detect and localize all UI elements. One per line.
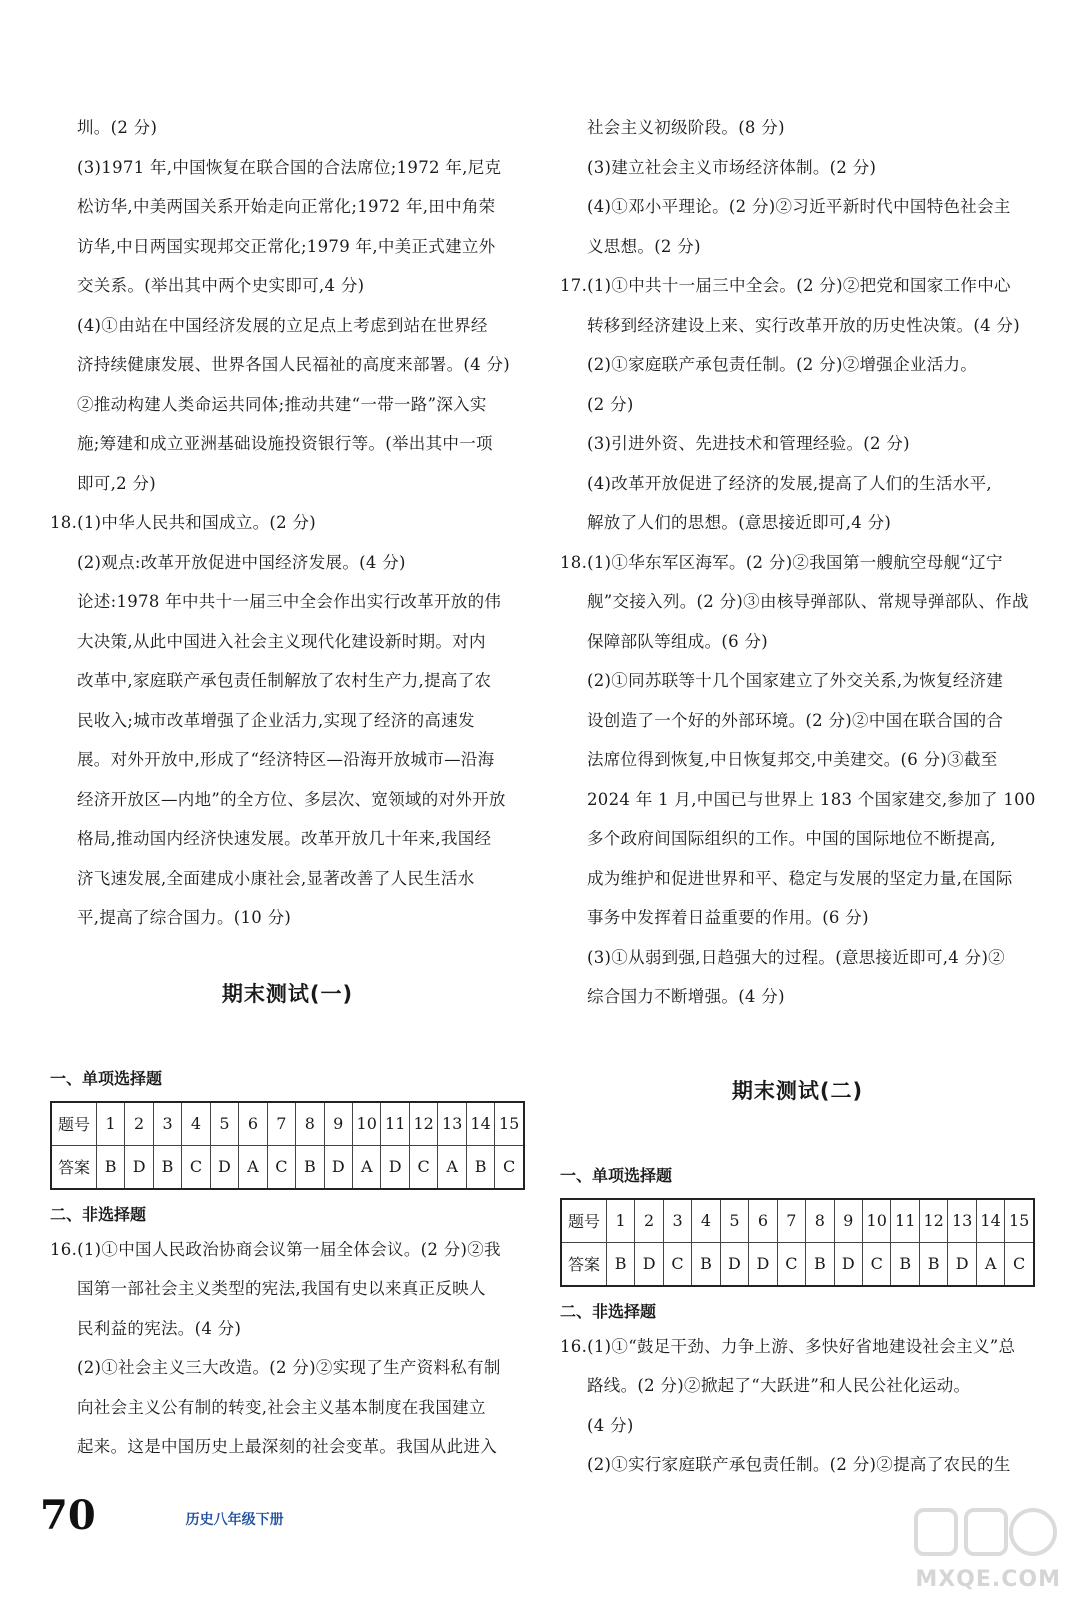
spacer [560, 1105, 1035, 1163]
text-line: 济飞速发展,全面建成小康社会,显著改善了人民生活水 [77, 868, 475, 888]
answer-cell: A [438, 1145, 466, 1189]
question-number-cell: 12 [919, 1199, 947, 1243]
text-line: 设创造了一个好的外部环境。(2 分)②中国在联合国的合 [587, 710, 1004, 730]
text-line: (3)建立社会主义市场经济体制。(2 分) [587, 157, 877, 177]
text-line: 16.(1)①中国人民政治协商会议第一届全体会议。(2 分)②我 [50, 1239, 501, 1259]
text-line: 起来。这是中国历史上最深刻的社会变革。我国从此进入 [77, 1437, 497, 1456]
question-number-cell: 11 [891, 1199, 919, 1243]
text-line: 民收入;城市改革增强了企业活力,实现了经济的高速发 [77, 710, 475, 730]
answer-cell: B [466, 1145, 494, 1189]
text-line: (3)①从弱到强,日趋强大的过程。(意思接近即可,4 分)② [587, 947, 1005, 967]
section-title-final-test-1: 期末测试(一) [221, 981, 354, 1006]
text-line: (3)1971 年,中国恢复在联合国的合法席位;1972 年,尼克 [77, 157, 502, 177]
question-number-cell: 8 [806, 1199, 834, 1243]
answer-cell: D [125, 1145, 153, 1189]
question-number-cell: 12 [409, 1102, 437, 1146]
text-line: 平,提高了综合国力。(10 分) [77, 908, 292, 927]
right-answer-text-a [560, 108, 1035, 1017]
question-number-cell: 13 [948, 1199, 976, 1243]
watermark [881, 1502, 1061, 1592]
text-line: (4)①邓小平理论。(2 分)②习近平新时代中国特色社会主 [587, 197, 1011, 216]
book-title: 历史八年级下册 [185, 1512, 284, 1528]
question-number-cell: 10 [353, 1102, 381, 1146]
choice-heading: 一、单项选择题 [560, 1165, 673, 1185]
text-line: (4)改革开放促进了经济的发展,提高了人们的生活水平, [587, 473, 992, 493]
text-line: 路线。(2 分)②掀起了“大跃进”和人民公社化运动。 [587, 1376, 971, 1395]
answer-cell: C [663, 1242, 691, 1286]
text-line: 18.(1)①华东军区海军。(2 分)②我国第一艘航空母舰“辽宁 [560, 552, 1003, 572]
choice-heading: 一、单项选择题 [50, 1068, 163, 1088]
answer-cell: A [353, 1145, 381, 1189]
watermark-url: MXQE.COM [915, 1567, 1061, 1592]
table-row-numbers [51, 1102, 524, 1146]
table-answer-label: 答案 [561, 1242, 606, 1286]
text-line: (2)①家庭联产承包责任制。(2 分)②增强企业活力。 [587, 355, 978, 374]
answer-cell: B [153, 1145, 181, 1189]
text-line: 社会主义初级阶段。(8 分) [587, 118, 785, 137]
answer-cell: C [409, 1145, 437, 1189]
text-line: 转移到经济建设上来、实行改革开放的历史性决策。(4 分) [587, 315, 1021, 335]
question-number-cell: 1 [96, 1102, 124, 1146]
question-number-cell: 5 [210, 1102, 238, 1146]
answer-cell: D [324, 1145, 352, 1189]
text-line: 事务中发挥着日益重要的作用。(6 分) [587, 908, 869, 927]
text-line: 成为维护和促进世界和平、稳定与发展的坚定力量,在国际 [587, 868, 1013, 888]
answer-cell: C [1005, 1242, 1034, 1286]
text-line: (2)观点:改革开放促进中国经济发展。(4 分) [77, 552, 406, 572]
text-line: 解放了人们的思想。(意思接近即可,4 分) [587, 513, 892, 532]
question-number-cell: 8 [296, 1102, 324, 1146]
text-line: 展。对外开放中,形成了“经济特区—沿海开放城市—沿海 [77, 750, 495, 769]
answer-cell: D [749, 1242, 777, 1286]
answer-cell: B [96, 1145, 124, 1189]
question-number-cell: 11 [381, 1102, 409, 1146]
answer-cell: D [635, 1242, 663, 1286]
text-line: 17.(1)①中共十一届三中全会。(2 分)②把党和国家工作中心 [560, 276, 1011, 295]
question-number-cell: 5 [720, 1199, 748, 1243]
text-line: (2)①同苏联等十几个国家建立了外交关系,为恢复经济建 [587, 671, 1004, 690]
text-line: (2)①实行家庭联产承包责任制。(2 分)②提高了农民的生 [587, 1455, 1011, 1474]
answer-cell: B [692, 1242, 720, 1286]
text-line: 松访华,中美两国关系开始走向正常化;1972 年,田中角荣 [77, 197, 496, 216]
text-line: 国第一部社会主义类型的宪法,我国有史以来真正反映人 [77, 1279, 486, 1298]
answer-table-2 [560, 1198, 1035, 1287]
text-line: 改革中,家庭联产承包责任制解放了农村生产力,提高了农 [77, 671, 492, 690]
text-line: 2024 年 1 月,中国已与世界上 183 个国家建交,参加了 100 [587, 789, 1036, 809]
table-row-answers [51, 1145, 524, 1189]
question-number-cell: 4 [182, 1102, 210, 1146]
spacer [50, 1089, 525, 1101]
text-line: 格局,推动国内经济快速发展。改革开放几十年来,我国经 [77, 829, 492, 848]
question-number-cell: 4 [692, 1199, 720, 1243]
text-line: 交关系。(举出其中两个史实即可,4 分) [77, 276, 365, 295]
left-column [50, 108, 525, 1467]
page-number: 70 [40, 1491, 96, 1539]
answer-cell: B [891, 1242, 919, 1286]
right-answer-text-b [560, 1327, 1035, 1485]
text-line: 民利益的宪法。(4 分) [77, 1318, 242, 1338]
text-line: 济持续健康发展、世界各国人民福祉的高度来部署。(4 分) [77, 355, 511, 374]
answer-cell: D [210, 1145, 238, 1189]
spacer [50, 938, 525, 978]
table-row-numbers [561, 1199, 1034, 1243]
question-number-cell: 9 [324, 1102, 352, 1146]
question-number-cell: 2 [635, 1199, 663, 1243]
text-line: 访华,中日两国实现邦交正常化;1979 年,中美正式建立外 [77, 236, 496, 256]
text-line: 义思想。(2 分) [587, 236, 701, 256]
non-choice-heading: 二、非选择题 [560, 1301, 657, 1321]
text-line: (3)引进外资、先进技术和管理经验。(2 分) [587, 434, 910, 453]
question-number-cell: 6 [749, 1199, 777, 1243]
answer-cell: C [495, 1145, 524, 1189]
answer-cell: C [777, 1242, 805, 1286]
table-row-answers [561, 1242, 1034, 1286]
answer-cell: A [976, 1242, 1004, 1286]
question-number-cell: 7 [267, 1102, 295, 1146]
text-line: (4 分) [587, 1415, 634, 1435]
page-footer [40, 1491, 284, 1539]
answer-cell: C [182, 1145, 210, 1189]
question-number-cell: 14 [466, 1102, 494, 1146]
answer-cell: B [919, 1242, 947, 1286]
spacer [560, 1186, 1035, 1198]
answer-cell: D [834, 1242, 862, 1286]
text-line: 保障部队等组成。(6 分) [587, 631, 769, 651]
spacer [560, 1017, 1035, 1075]
answer-cell: B [296, 1145, 324, 1189]
question-number-cell: 7 [777, 1199, 805, 1243]
question-number-cell: 10 [863, 1199, 891, 1243]
watermark-logo-icon [911, 1502, 1061, 1562]
spacer [560, 1287, 1035, 1297]
spacer [50, 1008, 525, 1066]
question-number-cell: 3 [663, 1199, 691, 1243]
left-answer-text-b [50, 1230, 525, 1467]
table-header-label: 题号 [51, 1102, 96, 1146]
text-line: 向社会主义公有制的转变,社会主义基本制度在我国建立 [77, 1397, 486, 1417]
answer-table-1 [50, 1101, 525, 1190]
answer-cell: A [239, 1145, 267, 1189]
answer-cell: B [606, 1242, 634, 1286]
text-line: 18.(1)中华人民共和国成立。(2 分) [50, 513, 317, 532]
answer-cell: D [948, 1242, 976, 1286]
non-choice-heading: 二、非选择题 [50, 1204, 147, 1224]
question-number-cell: 6 [239, 1102, 267, 1146]
answer-cell: C [863, 1242, 891, 1286]
text-line: 大决策,从此中国进入社会主义现代化建设新时期。对内 [77, 631, 486, 651]
text-line: 圳。(2 分) [77, 118, 158, 137]
text-line: 经济开放区—内地”的全方位、多层次、宽领域的对外开放 [77, 789, 506, 809]
left-answer-text-a [50, 108, 525, 938]
text-line: (4)①由站在中国经济发展的立足点上考虑到站在世界经 [77, 315, 488, 335]
text-line: 法席位得到恢复,中日恢复邦交,中美建交。(6 分)③截至 [587, 750, 998, 769]
text-line: 舰”交接入列。(2 分)③由核导弹部队、常规导弹部队、作战 [587, 592, 1029, 611]
question-number-cell: 2 [125, 1102, 153, 1146]
section-title-final-test-2: 期末测试(二) [731, 1078, 864, 1103]
table-header-label: 题号 [561, 1199, 606, 1243]
text-line: ②推动构建人类命运共同体;推动共建“一带一路”深入实 [77, 394, 487, 414]
answer-cell: B [806, 1242, 834, 1286]
table-answer-label: 答案 [51, 1145, 96, 1189]
text-line: 施;筹建和成立亚洲基础设施投资银行等。(举出其中一项 [77, 434, 493, 453]
text-line: 综合国力不断增强。(4 分) [587, 987, 785, 1006]
text-line: 即可,2 分) [77, 473, 157, 493]
right-column [560, 108, 1035, 1485]
answer-cell: D [720, 1242, 748, 1286]
text-line: 论述:1978 年中共十一届三中全会作出实行改革开放的伟 [77, 592, 502, 611]
question-number-cell: 14 [976, 1199, 1004, 1243]
question-number-cell: 15 [1005, 1199, 1034, 1243]
text-line: (2 分) [587, 394, 634, 414]
text-line: 多个政府间国际组织的工作。中国的国际地位不断提高, [587, 829, 996, 848]
text-line: (2)①社会主义三大改造。(2 分)②实现了生产资料私有制 [77, 1358, 501, 1377]
spacer [50, 1190, 525, 1200]
question-number-cell: 15 [495, 1102, 524, 1146]
answer-cell: D [381, 1145, 409, 1189]
question-number-cell: 1 [606, 1199, 634, 1243]
question-number-cell: 9 [834, 1199, 862, 1243]
answer-cell: C [267, 1145, 295, 1189]
text-line: 16.(1)①“鼓足干劲、力争上游、多快好省地建设社会主义”总 [560, 1336, 1016, 1356]
question-number-cell: 13 [438, 1102, 466, 1146]
question-number-cell: 3 [153, 1102, 181, 1146]
